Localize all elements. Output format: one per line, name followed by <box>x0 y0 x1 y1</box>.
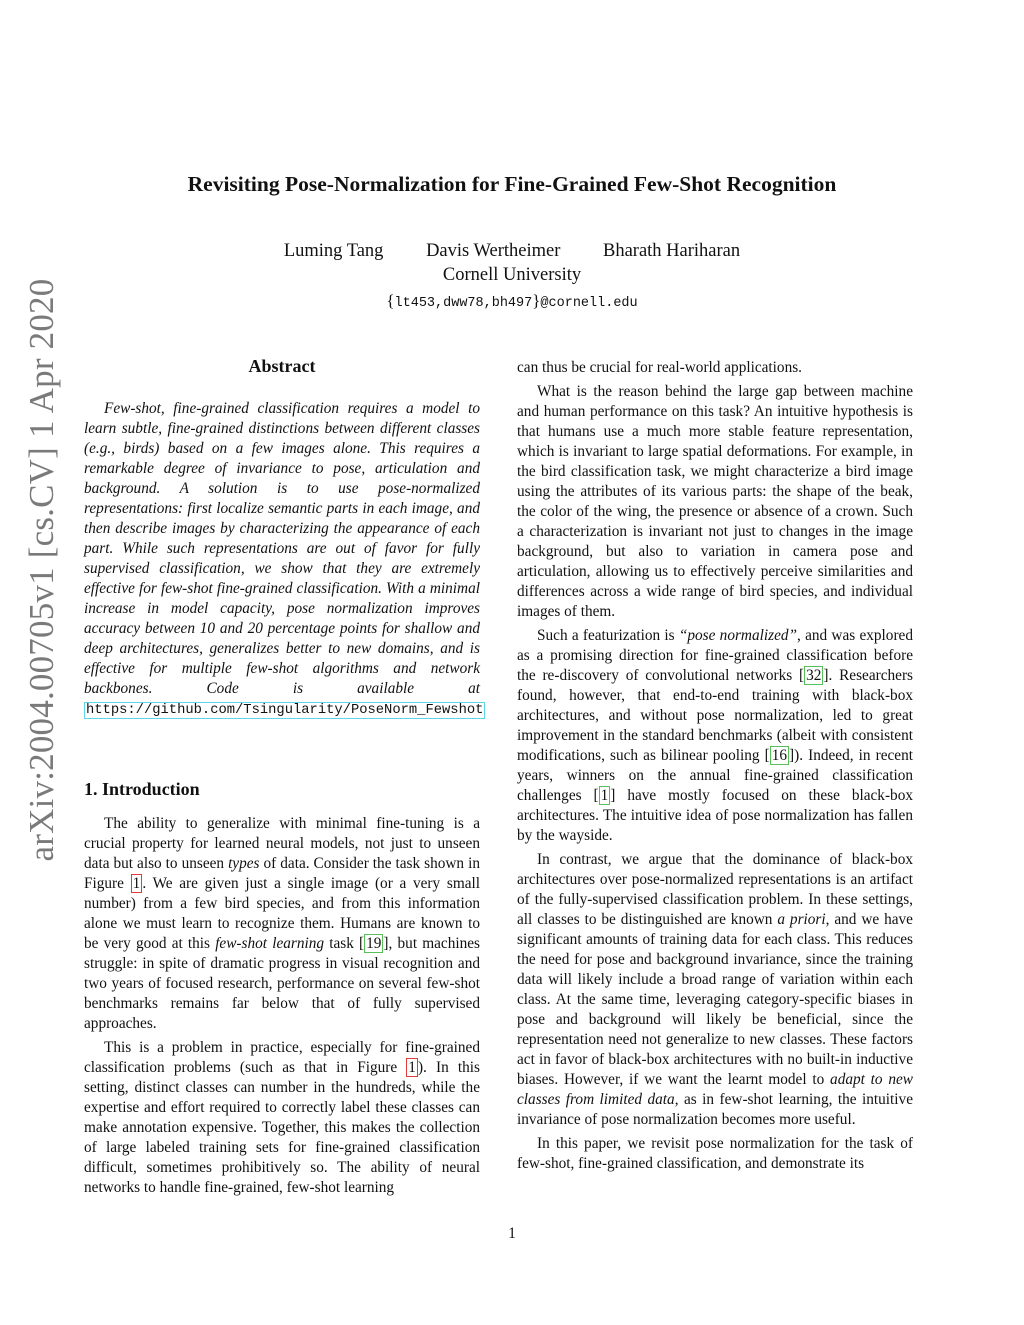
text-run: This is a problem in practice, especially for fine-grained classification problems (such as that in Figure <box>84 1039 480 1076</box>
text-run: , and we have significant amounts of training data for each class. This reduces the need for pose and background invariance, since the training data will likely include a broad range of variation within each class. At the same time, leveraging category-specific biases in pose and background will likely be beneficial, since the representation need not generalize to new classes. These factors act in favor of black-box architectures with no built-in inductive biases. However, if we want the learnt model to <box>517 911 913 1088</box>
text-run: In contrast, we argue that the dominance of black-box architectures over pose-normalized representations is an artifact of the fully-supervised classification problem. In these settings, all classes to be distinguished are known <box>517 851 913 928</box>
author-name: Bharath Hariharan <box>603 241 741 261</box>
text-run: have mostly focused on these black-box architectures. The intuitive idea of pose normalization has fallen by the wayside. <box>517 787 913 844</box>
paragraph <box>84 1038 480 1198</box>
section-heading-introduction: 1. Introduction <box>84 779 200 799</box>
citation-link[interactable]: 16 <box>771 747 788 764</box>
text-run: . We are given just a single image (or a very small number) from a few bird species, and from this information alone we must learn to recognize them. Humans are known to be very good at this <box>84 875 481 952</box>
text-run: The ability to generalize with minimal fine-tuning is a crucial property for learned neural models, not just to unseen data but also to unseen <box>84 815 480 872</box>
emphasis: a priori <box>777 911 826 928</box>
code-link[interactable]: https://github.com/Tsingularity/PoseNorm_Fewshot <box>86 703 484 718</box>
email-brace-open: { <box>386 291 395 310</box>
right-column-body <box>517 358 913 1178</box>
text-run: task <box>324 935 360 952</box>
abstract-text <box>84 399 484 721</box>
paragraph: The ability to generalize with minimal fine-tuning is a crucial property for learned neural models, not just to unseen data but also to unseen types of data. Consider the task shown in Figure 1 . We are given just a single image (or a very small number) from a few bird species, and from this information alone we must learn to recognize them. Humans are known to be very good at this few-shot learning task [ 19 ], but machines struggle: in spite of dramatic progress in visual recognition and two years of focused research, performance on several few-shot benchmarks remains far below that of fully supervised approaches. <box>84 815 481 1032</box>
paragraph: What is the reason behind the large gap between machine and human performance on this task? An intuitive hypothesis is that humans use a much more stable feature representation, which is invariant to large spatial deformations. For example, in the bird classification task, we might characterize a bird image using the attributes of its various parts: the shape of the beak, the color of the wing, the presence or absence of a crown. Such a characterization is invariant not just to changes in the image background, but also to variation in camera pose and articulation, allowing us to effectively perceive similarities and differences across a wide range of bird species, and individual images of them. <box>517 383 913 620</box>
emphasis: types <box>228 855 260 872</box>
author-list <box>0 241 1024 262</box>
text-run: of data. Consider the task shown in Figure <box>84 855 480 892</box>
left-column-body <box>84 814 480 1202</box>
paragraph <box>517 850 913 1130</box>
emphasis: few-shot learning <box>215 935 325 952</box>
paragraph: Such a featurization is “pose normalized”, and was explored as a promising direction for fine-grained classification before the re-discovery of convolutional networks [ 32 ]. Researchers found, however, that end-to-end training with black-box architectures, and without pose normalization, led to great improvement in the standard benchmarks (albeit with consistent modifications, such as bilinear pooling [ 16 ]). Indeed, in recent years, winners on the annual fine-grained classification challenges [ 1 ] have mostly focused on these black-box architectures. The intuitive idea of pose normalization has fallen by the wayside. <box>517 627 913 844</box>
paragraph: can thus be crucial for real-world applications. <box>517 359 803 376</box>
citation-link[interactable]: 1 <box>600 787 609 804</box>
author-name: Luming Tang <box>283 241 384 261</box>
paragraph: In this paper, we revisit pose normalization for the task of few-shot, fine-grained classification, and demonstrate its <box>517 1135 913 1172</box>
emphasis: adapt to new classes from limited data <box>517 1071 913 1108</box>
text-run: ). In this setting, distinct classes can number in the hundreds, while the expertise and effort required to correctly label these classes can make annotation expensive. Together, this makes the collection of large labeled training sets for fine-grained classification difficult, sometimes prohibitively so. The ability of neural networks to handle fine-grained, few-shot learning <box>84 1059 480 1196</box>
email-domain: @cornell.edu <box>540 296 638 311</box>
citation-link[interactable]: 19 <box>366 935 382 952</box>
emphasis: “pose normalized” <box>678 627 798 644</box>
figure-reference-link[interactable]: 1 <box>408 1059 416 1076</box>
figure-reference-link[interactable]: 1 <box>132 875 141 892</box>
abstract-heading: Abstract <box>248 356 316 376</box>
text-run: ). Indeed, in recent years, winners on the annual fine-grained classification challenges <box>517 747 913 804</box>
paper-title: Revisiting Pose-Normalization for Fine-Grained Few-Shot Recognition <box>187 172 837 196</box>
abstract-body: Few-shot, fine-grained classification requires a model to learn subtle, fine-grained distinctions between different classes (e.g., birds) based on a few images alone. This requires a remarkable degree of invariance to pose, articulation and background. A solution is to use pose-normalized representations: first localize semantic parts in each image, and then describe images by characterizing the appearance of each part. While such representations are out of favor for fully supervised classification, we show that they are extremely effective for few-shot fine-grained classification. With a minimal increase in model capacity, pose normalization improves accuracy between 10 and 20 percentage points for shallow and deep architectures, generalizes better to new domains, and is effective for multiple few-shot algorithms and network backbones. Code is available at <box>84 400 480 697</box>
text-run: , but machines struggle: in spite of dramatic progress in visual recognition and two years of focused research, performance on several few-shot benchmarks remains far below that of fully supervised approaches. <box>84 935 480 1032</box>
email-users: lt453,dww78,bh497 <box>394 296 533 311</box>
text-run: . Researchers found, however, that end-to-end training with black-box architectures, and without pose normalization, led to great improvement in the standard benchmarks (albeit with consistent modifications, such as bilinear pooling <box>517 667 913 764</box>
affiliation: Cornell University <box>442 265 582 285</box>
text-run: , as in few-shot learning, the intuitive invariance of pose normalization becomes more useful. <box>517 1091 913 1128</box>
citation-link[interactable]: 32 <box>806 667 822 684</box>
author-name: Davis Wertheimer <box>426 241 561 261</box>
arxiv-identifier: arXiv:2004.00705v1 [cs.CV] 1 Apr 2020 <box>22 278 61 862</box>
text-run: Such a featurization is <box>537 627 679 644</box>
text-run: , and was explored as a promising direction for fine-grained classification before the re-discovery of convolutional networks <box>517 627 913 684</box>
page-number: 1 <box>508 1225 516 1242</box>
author-emails <box>0 291 1024 311</box>
email-brace-close: } <box>532 291 541 310</box>
